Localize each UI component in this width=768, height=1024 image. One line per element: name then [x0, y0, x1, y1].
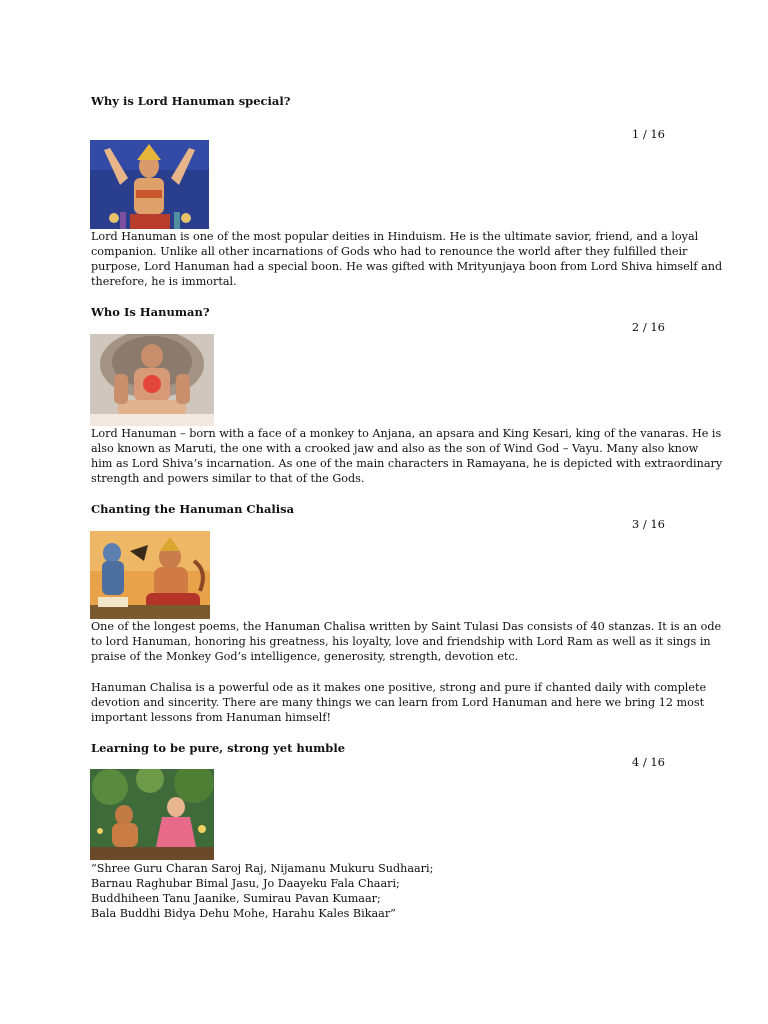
- verse-line: Barnau Raghubar Bimal Jasu, Jo Daayeku Fala Chaari;: [91, 877, 400, 890]
- section-heading: Why is Lord Hanuman special?: [91, 94, 291, 108]
- text-line: also known as Maruti, the one with a crooked jaw and also as the son of Wind God – Vayu. Many also know: [91, 442, 699, 455]
- text-line: to lord Hanuman, honoring his greatness, his loyalty, love and friendship with Lord Ram as well as it sings in: [91, 635, 711, 648]
- section-paragraph: [91, 680, 707, 725]
- verse-line: “Shree Guru Charan Saroj Raj, Nijamanu Mukuru Sudhaari;: [91, 862, 434, 875]
- verse-line: Bala Buddhi Bidya Dehu Mohe, Harahu Kales Bikaar”: [91, 907, 396, 920]
- text-line: companion. Unlike all other incarnations of Gods who had to renounce the world after they fulfilled their: [91, 245, 688, 258]
- page-counter: 3 / 16: [631, 517, 665, 531]
- text-line: One of the longest poems, the Hanuman Chalisa written by Saint Tulasi Das consists of 40 stanzas. It is an ode: [91, 620, 722, 633]
- page-counter: 2 / 16: [631, 320, 665, 334]
- section-heading: Who Is Hanuman?: [91, 305, 210, 319]
- section-heading: Learning to be pure, strong yet humble: [91, 741, 346, 755]
- text-line: Lord Hanuman is one of the most popular deities in Hinduism. He is the ultimate savior, friend, and a loyal: [91, 230, 699, 243]
- hanuman-image: [90, 769, 214, 860]
- section-heading: Chanting the Hanuman Chalisa: [91, 502, 295, 516]
- page-counter: 4 / 16: [631, 755, 665, 769]
- section-paragraph: [91, 229, 723, 289]
- text-line: devotion and sincerity. There are many things we can learn from Lord Hanuman and here we bring 12 most: [91, 696, 705, 709]
- page-counter: 1 / 16: [631, 127, 665, 141]
- text-line: important lessons from Hanuman himself!: [91, 711, 332, 724]
- text-line: therefore, he is immortal.: [91, 275, 237, 288]
- text-line: Hanuman Chalisa is a powerful ode as it makes one positive, strong and pure if chanted daily with complete: [91, 681, 707, 694]
- text-line: him as Lord Shiva’s incarnation. As one of the main characters in Ramayana, he is depicted with extraordinary: [91, 457, 723, 470]
- text-line: purpose, Lord Hanuman had a special boon. He was gifted with Mrityunjaya boon from Lord Shiva himself and: [91, 260, 723, 273]
- text-line: strength and powers similar to that of the Gods.: [91, 472, 365, 485]
- hanuman-image: [90, 140, 209, 229]
- verse-block: [91, 861, 691, 921]
- section-paragraph: [91, 426, 723, 486]
- text-line: praise of the Monkey God’s intelligence, generosity, strength, devotion etc.: [91, 650, 519, 663]
- text-line: Lord Hanuman – born with a face of a monkey to Anjana, an apsara and King Kesari, king of the vanaras. He is: [91, 427, 722, 440]
- hanuman-image: [90, 334, 214, 426]
- section-paragraph: [91, 619, 722, 664]
- hanuman-image: [90, 531, 210, 619]
- verse-line: Buddhiheen Tanu Jaanike, Sumirau Pavan Kumaar;: [91, 892, 381, 905]
